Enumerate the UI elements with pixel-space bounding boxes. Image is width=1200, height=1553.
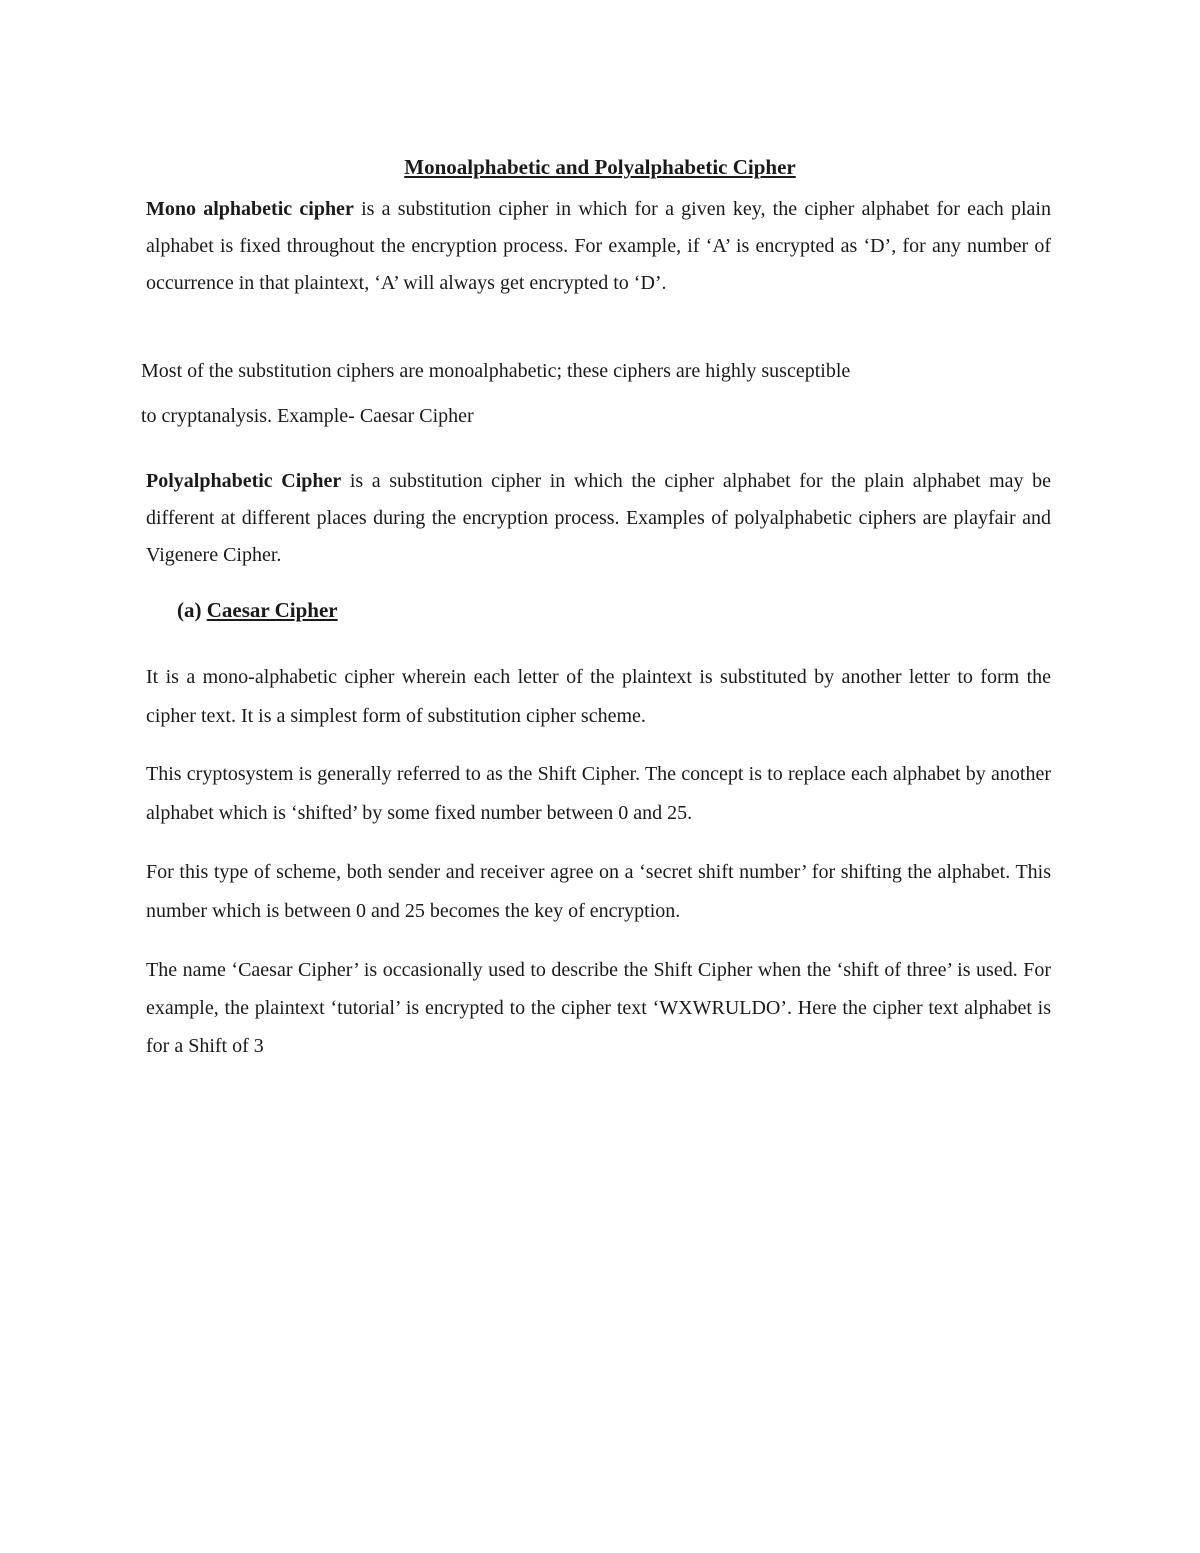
- caesar-paragraph-3: For this type of scheme, both sender and receiver agree on a ‘secret shift number’ for shifting the alphabet. This number which is between 0 and 25 becomes the key of encryption.: [146, 861, 1051, 922]
- section-marker: (a): [177, 598, 207, 622]
- polyalphabetic-paragraph: [146, 463, 1051, 574]
- caesar-paragraph-1: It is a mono-alphabetic cipher wherein each letter of the plaintext is substituted by another letter to form the cipher text. It is a simplest form of substitution cipher scheme.: [146, 666, 1051, 727]
- susceptible-line-2: to cryptanalysis. Example- Caesar Cipher: [141, 405, 474, 427]
- caesar-cipher-heading: [177, 596, 338, 624]
- caesar-paragraph-2: This cryptosystem is generally referred to as the Shift Cipher. The concept is to replace each alphabet by another alphabet which is ‘shifted’ by some fixed number between 0 and 25.: [146, 763, 1051, 824]
- mono-alphabetic-term: Mono alphabetic cipher: [146, 198, 354, 220]
- polyalphabetic-definition: is a substitution cipher in which the cipher alphabet for the plain alphabet may be different at different places during the encryption process. Examples of polyalphabetic ciphers are playfair and Vigenere Cipher.: [146, 470, 1052, 566]
- polyalphabetic-term: Polyalphabetic Cipher: [146, 470, 342, 492]
- caesar-paragraph-4: The name ‘Caesar Cipher’ is occasionally used to describe the Shift Cipher when the ‘shift of three’ is used. For example, the plaintext ‘tutorial’ is encrypted to the cipher text ‘WXWRULDO’. Here the cipher text alphabet is for a Shift of 3: [146, 959, 1051, 1057]
- document-title: Monoalphabetic and Polyalphabetic Cipher: [404, 155, 796, 179]
- susceptible-line-1: Most of the substitution ciphers are monoalphabetic; these ciphers are highly susceptible: [141, 360, 851, 382]
- mono-alphabetic-paragraph: [146, 191, 1051, 302]
- caesar-cipher-heading-text: Caesar Cipher: [206, 598, 338, 622]
- mono-alphabetic-definition: is a substitution cipher in which for a given key, the cipher alphabet for each plain alphabet is fixed throughout the encryption process. For example, if ‘A’ is encrypted as ‘D’, for any number of occurrence in that plaintext, ‘A’ will always get encrypted to ‘D’.: [146, 198, 1051, 294]
